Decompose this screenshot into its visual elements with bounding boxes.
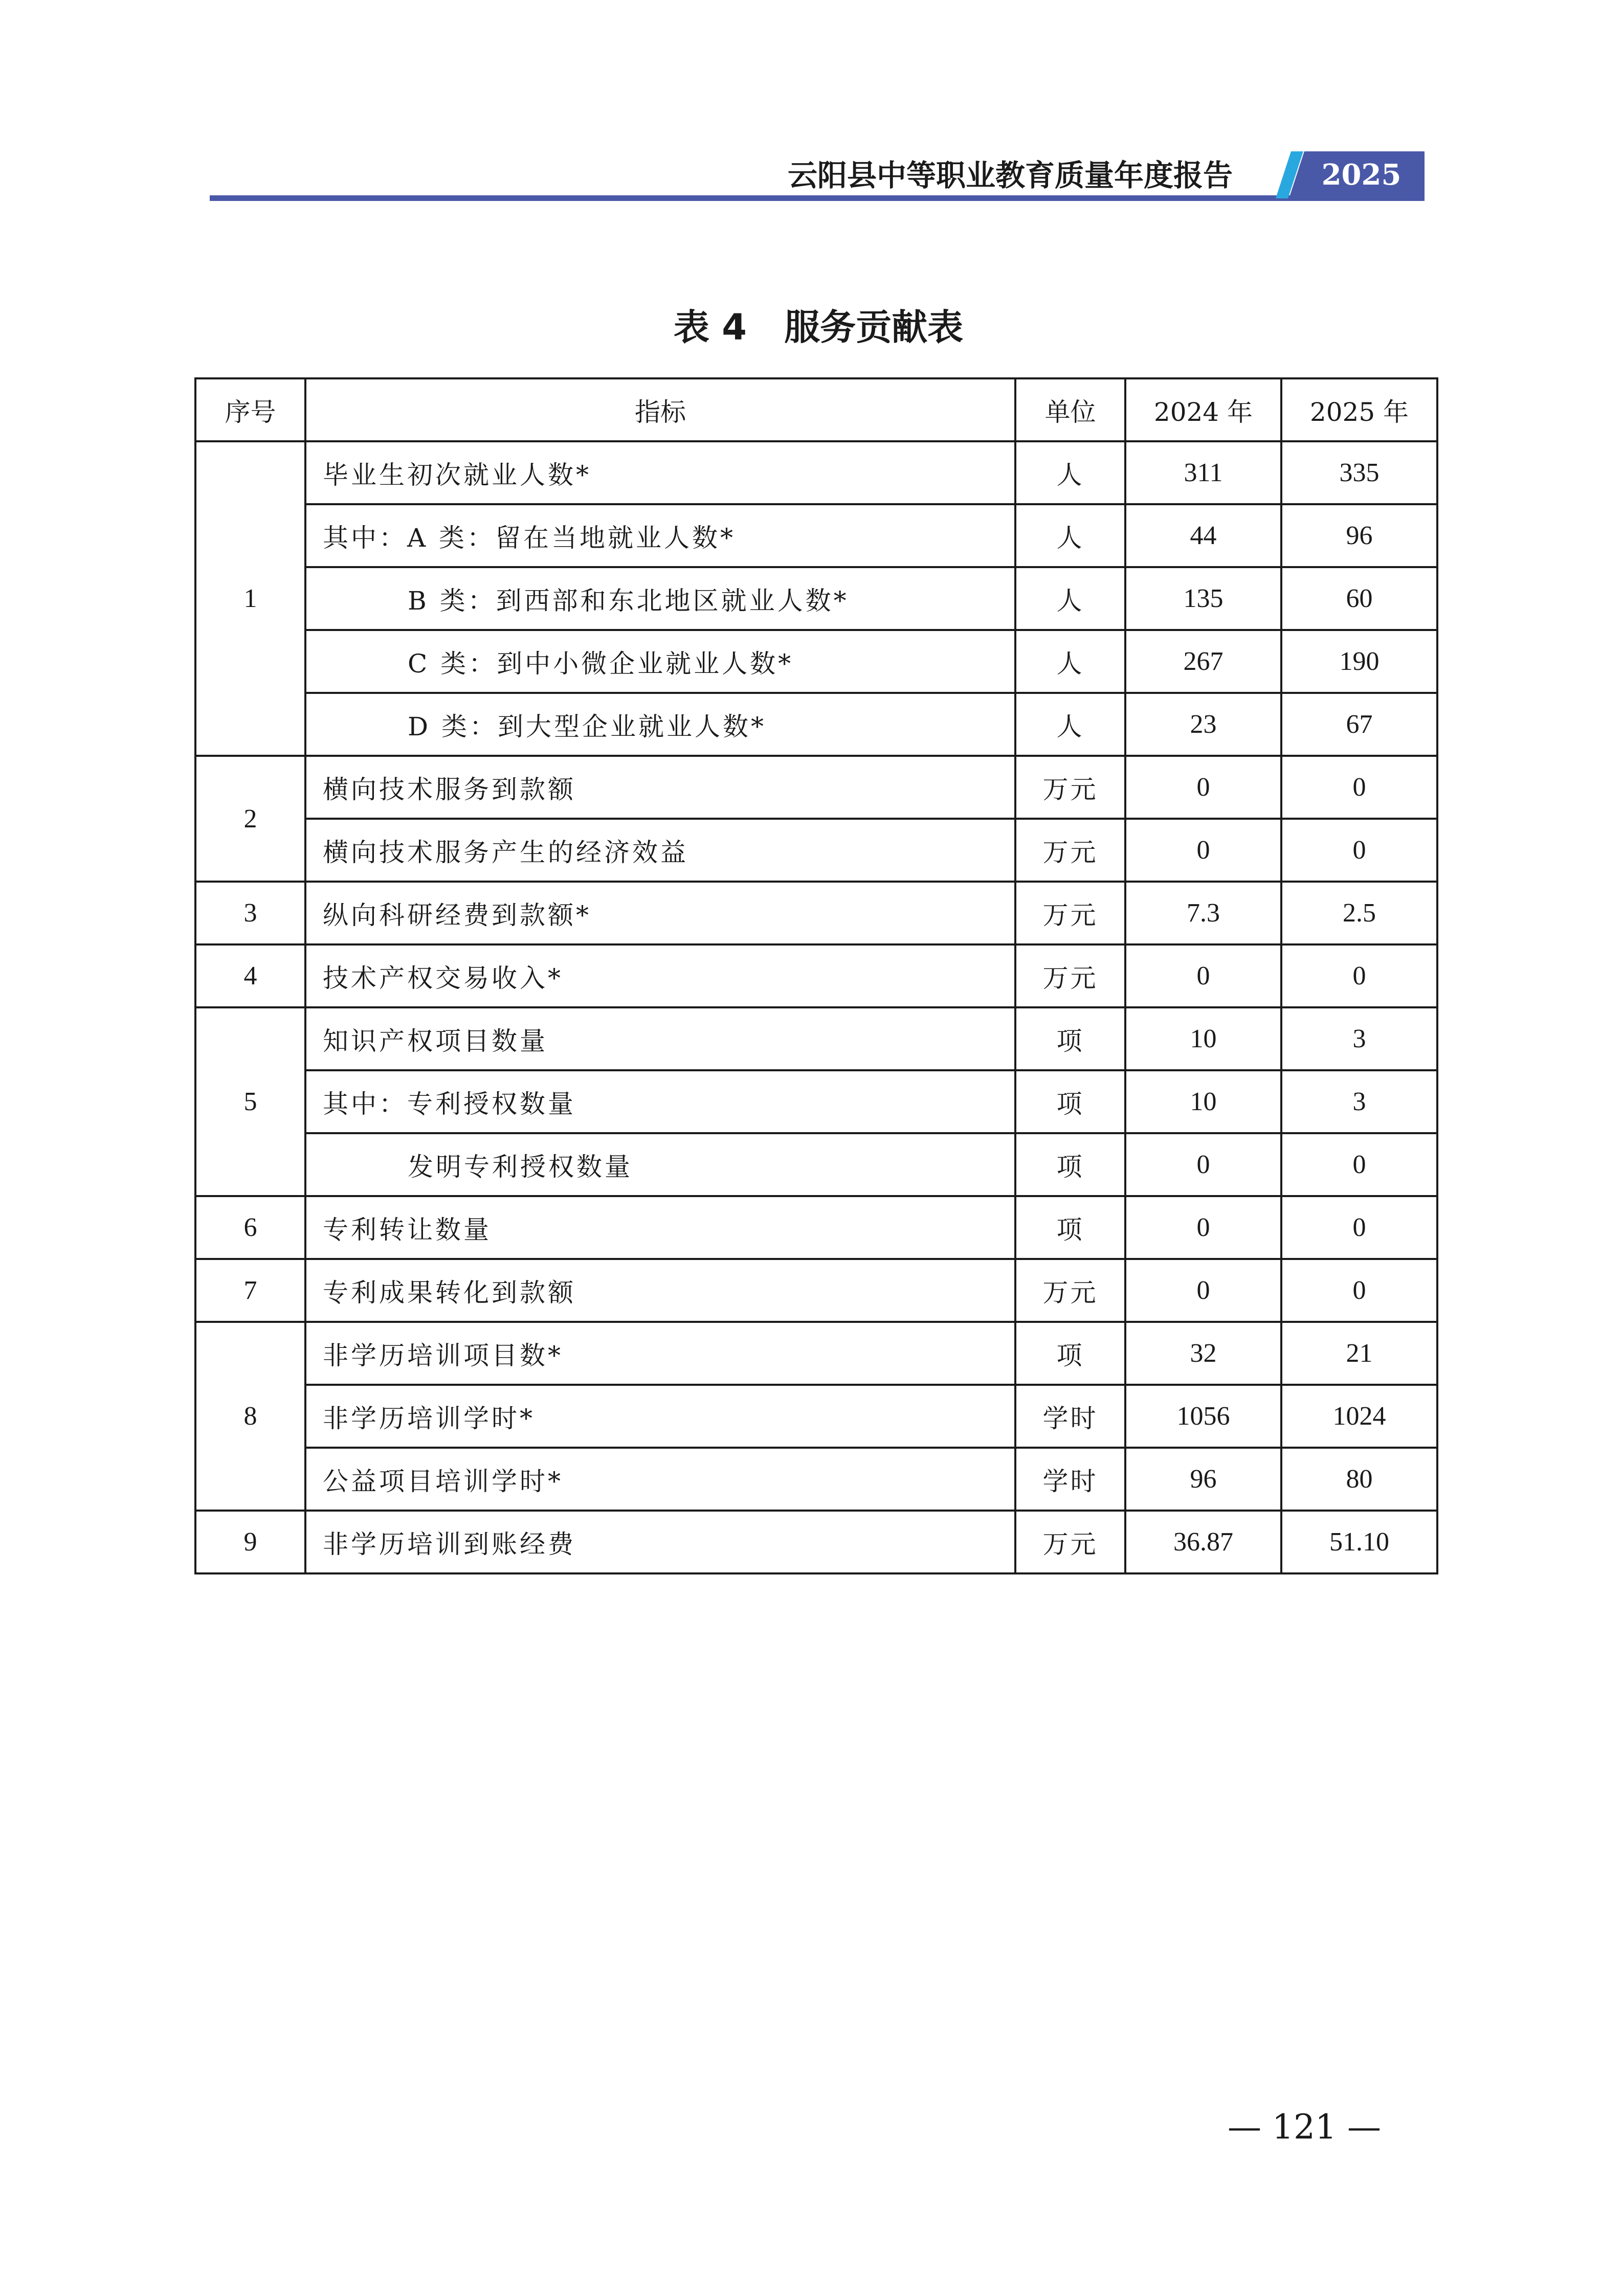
table-row <box>195 1385 1437 1448</box>
row-indicator: 纵向科研经费到款额* <box>305 882 1015 944</box>
table-caption: 表 4 服务贡献表 <box>673 306 964 348</box>
table-row <box>195 1322 1437 1385</box>
row-seq: 9 <box>195 1511 305 1573</box>
row-value-2025: 51.10 <box>1281 1511 1437 1573</box>
table-row <box>195 882 1437 944</box>
row-value-2024: 0 <box>1125 1196 1281 1259</box>
table-row <box>195 693 1437 756</box>
table-row <box>195 1448 1437 1511</box>
row-value-2024: 0 <box>1125 944 1281 1007</box>
row-unit: 项 <box>1015 1133 1125 1196</box>
row-indicator: 非学历培训学时* <box>305 1385 1015 1448</box>
row-indicator: 毕业生初次就业人数* <box>305 441 1015 504</box>
row-value-2025: 60 <box>1281 567 1437 630</box>
row-value-2025: 2.5 <box>1281 882 1437 944</box>
table-row <box>195 1196 1437 1259</box>
page-number: — 121 — <box>1228 2107 1381 2147</box>
row-unit: 万元 <box>1015 882 1125 944</box>
table-row <box>195 1259 1437 1322</box>
row-indicator: 专利成果转化到款额 <box>305 1259 1015 1322</box>
row-value-2024: 10 <box>1125 1007 1281 1070</box>
table-row <box>195 819 1437 882</box>
row-value-2025: 0 <box>1281 944 1437 1007</box>
row-indicator: D 类：到大型企业就业人数* <box>305 693 1015 756</box>
row-value-2024: 96 <box>1125 1448 1281 1511</box>
row-value-2025: 190 <box>1281 630 1437 693</box>
row-value-2025: 21 <box>1281 1322 1437 1385</box>
row-value-2025: 3 <box>1281 1007 1437 1070</box>
row-seq: 5 <box>195 1007 305 1196</box>
row-value-2025: 67 <box>1281 693 1437 756</box>
table-row <box>195 1511 1437 1573</box>
row-unit: 万元 <box>1015 944 1125 1007</box>
header-unit: 单位 <box>1015 378 1125 441</box>
row-seq: 1 <box>195 441 305 756</box>
row-value-2024: 0 <box>1125 1133 1281 1196</box>
row-unit: 项 <box>1015 1322 1125 1385</box>
row-value-2024: 0 <box>1125 756 1281 819</box>
table-row <box>195 1133 1437 1196</box>
row-indicator: 非学历培训项目数* <box>305 1322 1015 1385</box>
row-indicator: B 类：到西部和东北地区就业人数* <box>305 567 1015 630</box>
row-unit: 人 <box>1015 630 1125 693</box>
row-seq: 6 <box>195 1196 305 1259</box>
row-indicator: 发明专利授权数量 <box>305 1133 1015 1196</box>
row-value-2025: 0 <box>1281 756 1437 819</box>
row-value-2025: 80 <box>1281 1448 1437 1511</box>
row-unit: 项 <box>1015 1007 1125 1070</box>
table-row <box>195 567 1437 630</box>
row-indicator: 知识产权项目数量 <box>305 1007 1015 1070</box>
row-unit: 人 <box>1015 504 1125 567</box>
row-value-2024: 267 <box>1125 630 1281 693</box>
row-value-2024: 1056 <box>1125 1385 1281 1448</box>
row-value-2025: 0 <box>1281 1259 1437 1322</box>
table-row <box>195 944 1437 1007</box>
row-unit: 学时 <box>1015 1385 1125 1448</box>
service-contribution-table <box>194 377 1438 1574</box>
table-header-row <box>195 378 1437 441</box>
row-indicator: 横向技术服务到款额 <box>305 756 1015 819</box>
row-seq: 7 <box>195 1259 305 1322</box>
header-2024: 2024 年 <box>1125 378 1281 441</box>
row-seq: 3 <box>195 882 305 944</box>
row-value-2025: 0 <box>1281 1133 1437 1196</box>
header-seq: 序号 <box>195 378 305 441</box>
row-value-2024: 135 <box>1125 567 1281 630</box>
row-value-2024: 10 <box>1125 1070 1281 1133</box>
row-seq: 2 <box>195 756 305 882</box>
table-row <box>195 756 1437 819</box>
row-value-2025: 0 <box>1281 1196 1437 1259</box>
report-year: 2025 <box>1321 158 1401 192</box>
row-indicator: 技术产权交易收入* <box>305 944 1015 1007</box>
row-indicator: 公益项目培训学时* <box>305 1448 1015 1511</box>
row-indicator: 横向技术服务产生的经济效益 <box>305 819 1015 882</box>
table-row <box>195 630 1437 693</box>
row-unit: 万元 <box>1015 819 1125 882</box>
header-rule <box>210 195 1425 201</box>
row-indicator: 其中：A 类：留在当地就业人数* <box>305 504 1015 567</box>
row-indicator: 专利转让数量 <box>305 1196 1015 1259</box>
table-row <box>195 1070 1437 1133</box>
row-unit: 人 <box>1015 567 1125 630</box>
row-value-2024: 0 <box>1125 819 1281 882</box>
row-value-2024: 23 <box>1125 693 1281 756</box>
row-value-2024: 0 <box>1125 1259 1281 1322</box>
row-unit: 项 <box>1015 1070 1125 1133</box>
row-value-2024: 32 <box>1125 1322 1281 1385</box>
row-indicator: 非学历培训到账经费 <box>305 1511 1015 1573</box>
row-value-2024: 44 <box>1125 504 1281 567</box>
row-unit: 人 <box>1015 441 1125 504</box>
row-value-2025: 96 <box>1281 504 1437 567</box>
table-row <box>195 441 1437 504</box>
row-indicator: C 类：到中小微企业就业人数* <box>305 630 1015 693</box>
row-value-2025: 1024 <box>1281 1385 1437 1448</box>
row-value-2025: 3 <box>1281 1070 1437 1133</box>
report-title: 云阳县中等职业教育质量年度报告 <box>788 158 1233 193</box>
row-seq: 4 <box>195 944 305 1007</box>
row-unit: 万元 <box>1015 1511 1125 1573</box>
row-value-2024: 7.3 <box>1125 882 1281 944</box>
table-row <box>195 1007 1437 1070</box>
row-unit: 万元 <box>1015 756 1125 819</box>
row-value-2024: 36.87 <box>1125 1511 1281 1573</box>
table-row <box>195 504 1437 567</box>
row-unit: 项 <box>1015 1196 1125 1259</box>
row-unit: 万元 <box>1015 1259 1125 1322</box>
row-unit: 学时 <box>1015 1448 1125 1511</box>
row-value-2025: 335 <box>1281 441 1437 504</box>
header-2025: 2025 年 <box>1281 378 1437 441</box>
row-value-2024: 311 <box>1125 441 1281 504</box>
row-value-2025: 0 <box>1281 819 1437 882</box>
row-indicator: 其中：专利授权数量 <box>305 1070 1015 1133</box>
row-unit: 人 <box>1015 693 1125 756</box>
year-badge <box>1273 151 1425 198</box>
header-indicator: 指标 <box>305 378 1015 441</box>
row-seq: 8 <box>195 1322 305 1511</box>
